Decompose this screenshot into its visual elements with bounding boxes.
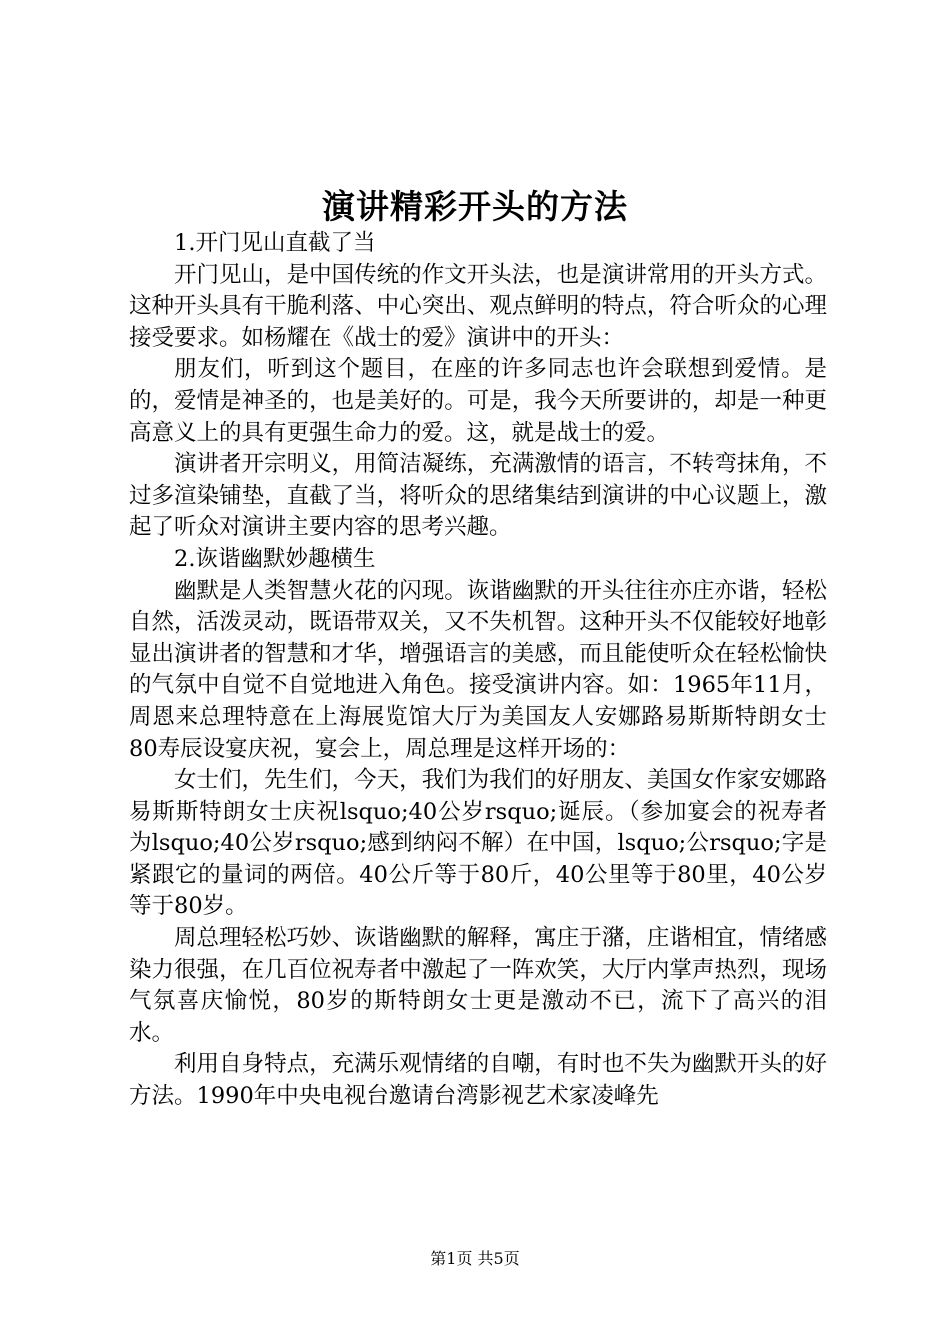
paragraph: 利用自身特点，充满乐观情绪的自嘲，有时也不失为幽默开头的好方法。1990年中央电视台邀请台湾影视艺术家凌峰先 <box>129 1051 827 1110</box>
document-title: 演讲精彩开头的方法 <box>322 187 628 226</box>
section-heading: 2.诙谐幽默妙趣横生 <box>174 545 376 572</box>
paragraph: 周总理轻松巧妙、诙谐幽默的解释，寓庄于潴，庄谐相宜，情绪感染力很强，在几百位祝寿者中激起了一阵欢笑，大厅内掌声热烈，现场气氛喜庆愉悦，80岁的斯特朗女士更是激动不已，流下了高兴的泪水。 <box>129 925 827 1046</box>
paragraph: 演讲者开宗明义，用简洁凝练，充满激情的语言，不转弯抹角，不过多渲染铺垫，直截了当，将听众的思绪集结到演讲的中心议题上，激起了听众对演讲主要内容的思考兴趣。 <box>129 451 827 541</box>
paragraph: 女士们，先生们，今天，我们为我们的好朋友、美国女作家安娜路易斯斯特朗女士庆祝lsquo;40公岁rsquo;诞辰。（参加宴会的祝寿者为lsquo;40公岁rsquo;感到纳闷不解）在中国，lsquo;公rsquo;字是紧跟它的量词的两倍。40公斤等于80斤，40公里等于80里，40公岁等于80岁。 <box>129 767 827 920</box>
section-heading: 1.开门见山直截了当 <box>174 230 376 256</box>
paragraph: 幽默是人类智慧火花的闪现。诙谐幽默的开头往往亦庄亦谐，轻松自然，活泼灵动，既语带双关，又不失机智。这种开头不仅能较好地彰显出演讲者的智慧和才华，增强语言的美感，而且能使听众在轻松愉快的气氛中自觉不自觉地进入角色。接受演讲内容。如：1965年11月，周恩来总理特意在上海展览馆大厅为美国友人安娜路易斯斯特朗女士80寿辰设宴庆祝，宴会上，周总理是这样开场的： <box>129 577 827 762</box>
page-footer: 第1页 共5页 <box>430 1249 520 1268</box>
paragraph: 开门见山，是中国传统的作文开头法，也是演讲常用的开头方式。这种开头具有干脆利落、中心突出、观点鲜明的特点，符合听众的心理接受要求。如杨耀在《战士的爱》演讲中的开头： <box>129 261 827 351</box>
document-body <box>129 228 827 1113</box>
paragraph: 朋友们，听到这个题目，在座的许多同志也许会联想到爱情。是的，爱情是神圣的，也是美好的。可是，我今天所要讲的，却是一种更高意义上的具有更强生命力的爱。这，就是战士的爱。 <box>129 356 827 446</box>
